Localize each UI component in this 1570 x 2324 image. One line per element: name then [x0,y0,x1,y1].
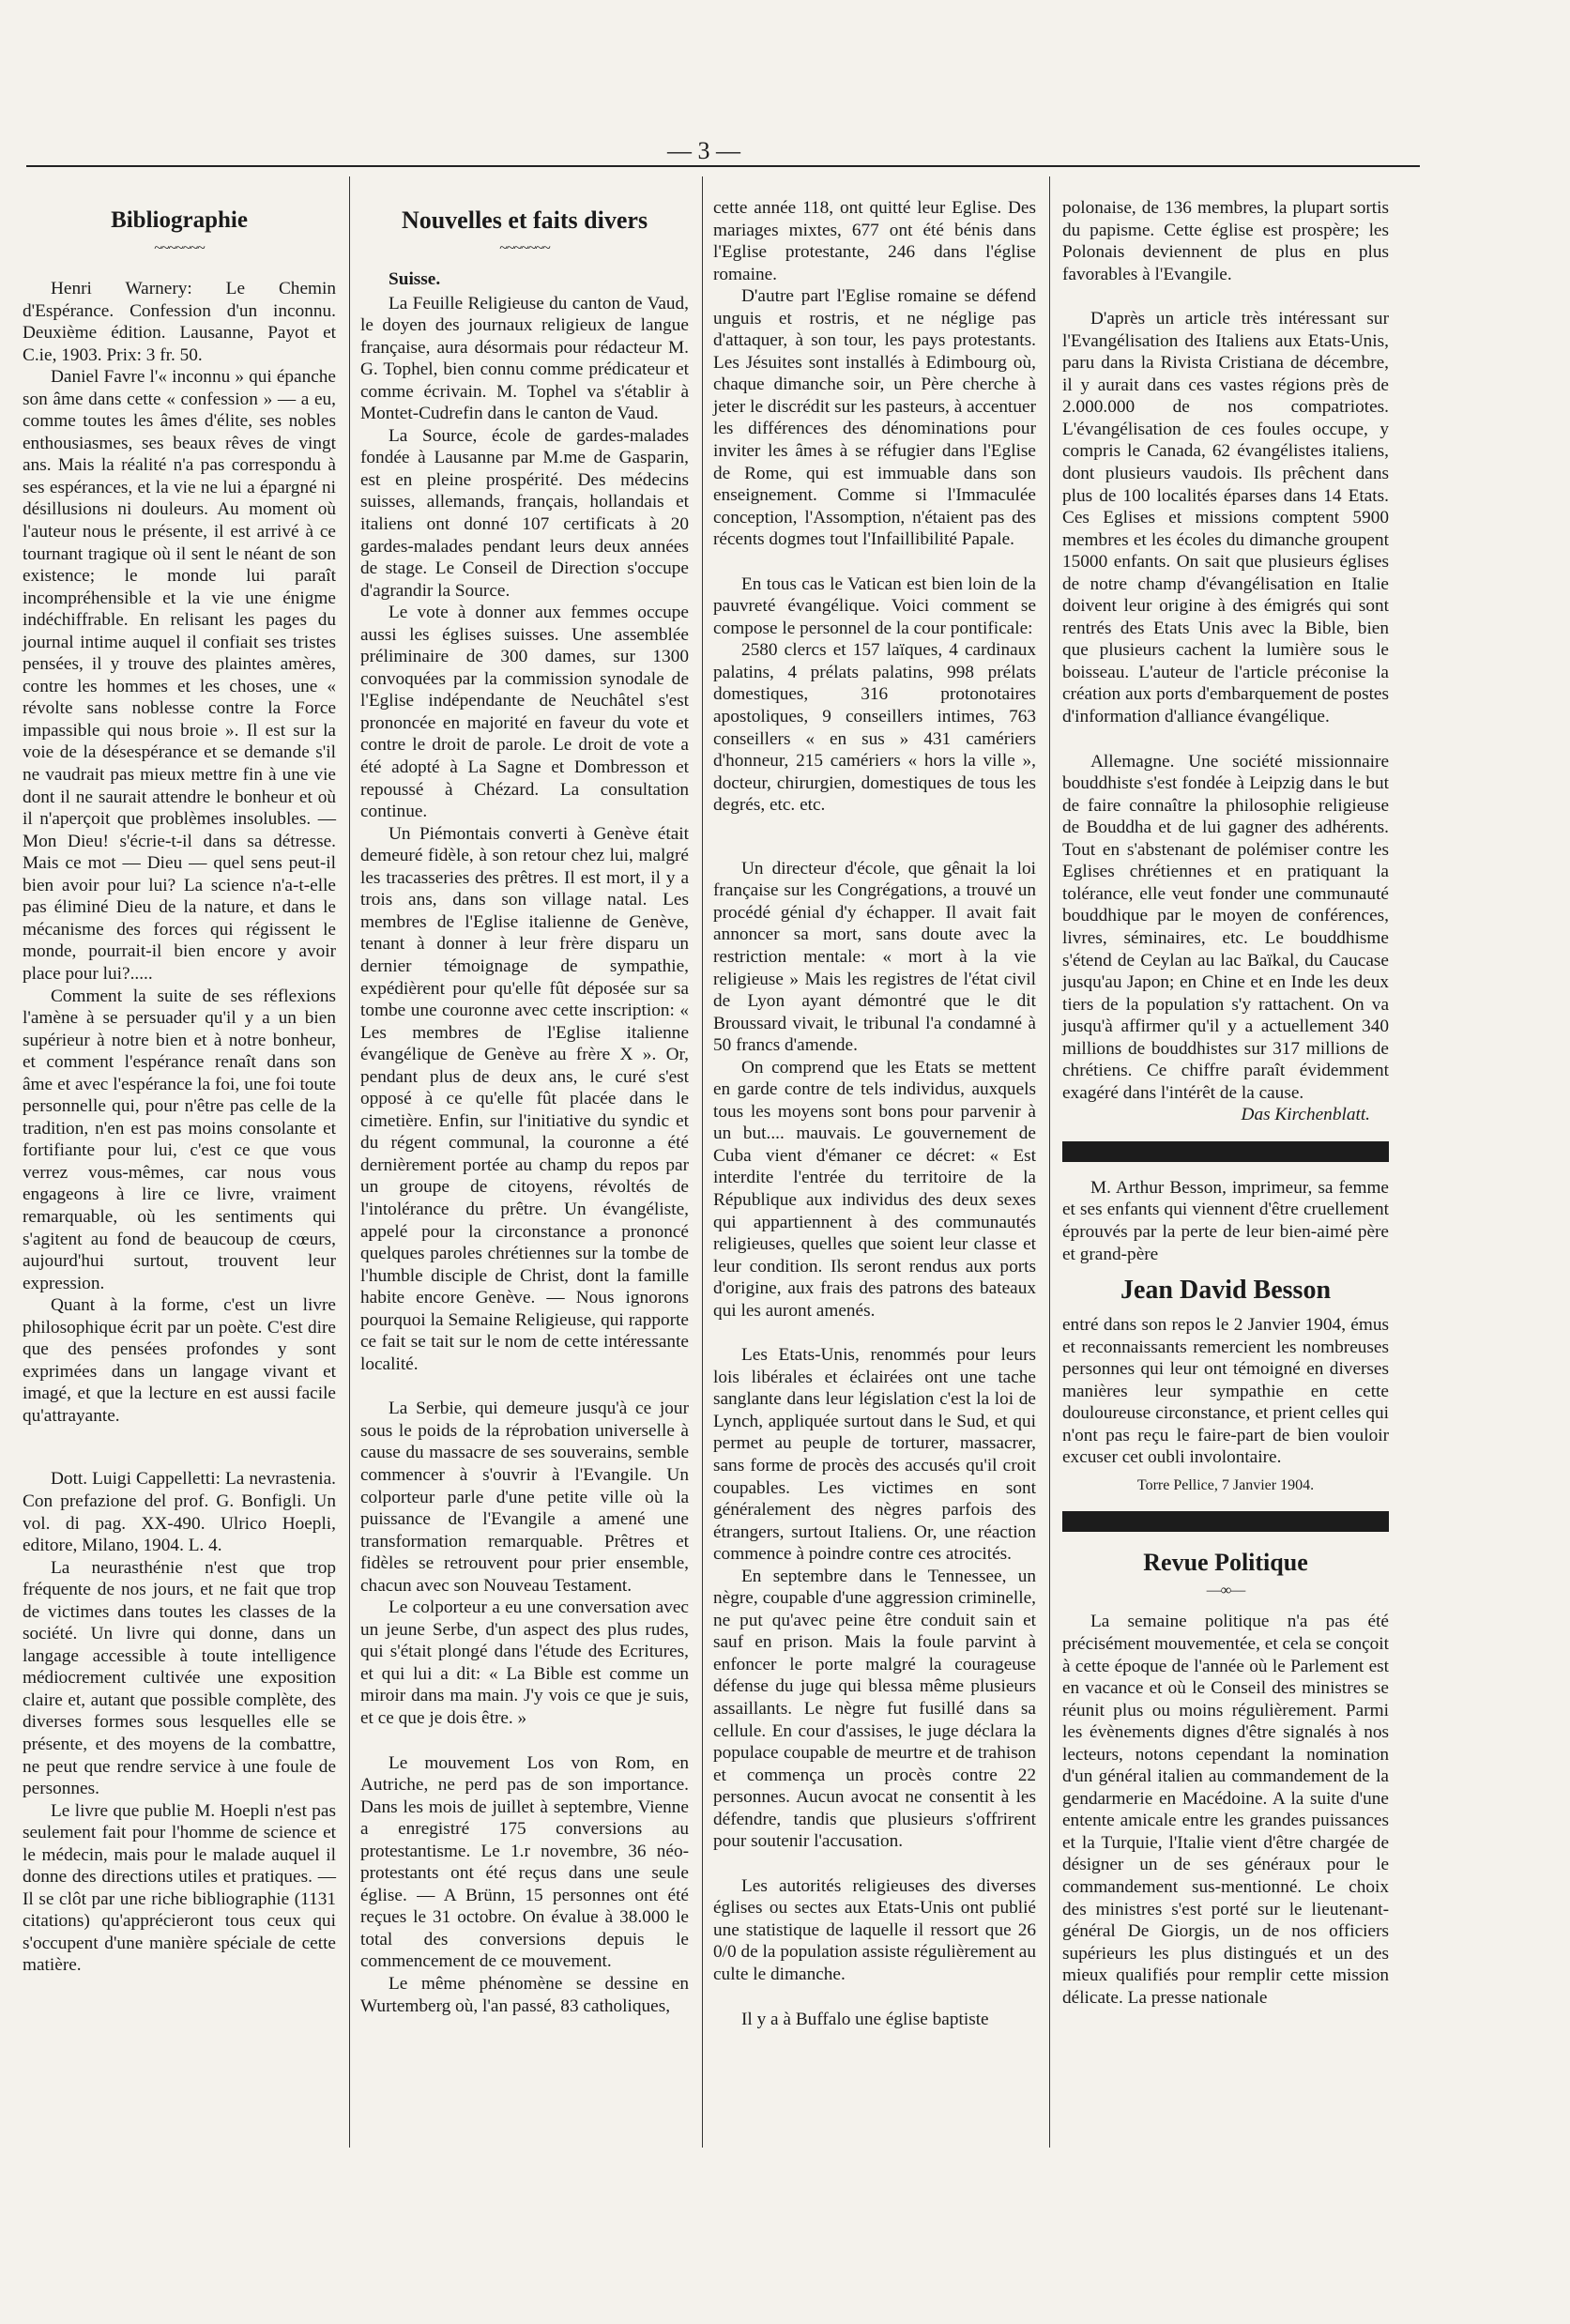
section-heading-bibliographie: Bibliographie [111,207,248,233]
paragraph: La neurasthénie n'est que trop fréquente de nos jours, et ne fait que trop de victimes dans toutes les classes de la société. Un livre qui donne, dans un langage accessible à toute intelligence médiocrement cultivée une exposition claire et, autant que possible complète, des diverses formes sous lesquelles elle se présente, et des moyens de la combattre, ne peut que rendre service à une foule de personnes. [23,1557,336,1799]
paragraph: Un directeur d'école, que gênait la loi française sur les Congrégations, a trouvé un procédé génial d'y échapper. Il avait fait annoncer sa mort, sans doute avec la restriction mentale: « mort à la vie religieuse » Mais les registres de l'état civil de Lyon ayant démontré que le dit Broussard vivait, le tribunal l'a condamné à 50 francs d'amende. [713,858,1036,1056]
paragraph: polonaise, de 136 membres, la plupart sortis du papisme. Cette église est prospère; les Polonais deviennent de plus en plus favorables à l'Evangile. [1062,198,1389,284]
obituary-text: M. Arthur Besson, imprimeur, sa femme et ses enfants qui viennent d'être cruellement éprouvés par la perte de leur bien-aimé père et grand-père [1062,1177,1389,1264]
section-heading-nouvelles: Nouvelles et faits divers [401,206,648,234]
paragraph: On comprend que les Etats se mettent en garde contre de tels individus, auxquels tous les moyens sont bons pour parvenir à un but.... mauvais. Le gouvernement de Cuba vient d'émaner ce décret: « Est interdite l'entrée du territoire de la République aux individus des deux sexes qui appartiennent à des communautés religieuses, quelles que soient leur classe et leur condition. Ils seront rendus aux ports d'origine, aux frais des patrons des bateaux qui les auront amenés. [713,1057,1036,1321]
column-bibliographie [23,193,336,1977]
obituary-name: Jean David Besson [1120,1276,1332,1306]
paragraph: Comment la suite de ses réflexions l'amène à se persuader qu'il y a un bien supérieur à notre bien et à notre bonheur, et comment l'espérance renaît dans son âme et avec l'espérance la foi, une foi toute personnelle qui, pour n'être pas celle de la tradition, n'en est pas moins consolante et fortifiante pour lui, c'est ce que vous verrez vous-mêmes, car nous vous engageons à lire ce livre, vraiment remarquable, où les sentiments qui s'agitent au fond de beaucoup de cœurs, aujourd'hui surtout, trouvent leur expression. [23,986,336,1293]
book-entry: Dott. Luigi Cappelletti: La nevrastenia. Con prefazione del prof. G. Bonfigli. Un vol. di pag. XX-490. Ulrico Hoepli, editore, Milano, 1904. L. 4. [23,1469,336,1556]
paragraph: Le mouvement Los von Rom, en Autriche, ne perd pas de son importance. Dans les mois de juillet à septembre, Vienne a enregistré 175 conversions au protestantisme. Le 1.r novembre, 36 néo-protestants ont été reçus dans une seule église. — A Brünn, 15 personnes ont été reçues le 31 octobre. On évalue à 38.000 le total des conversions depuis le commencement de ce mouvement. [360,1752,689,1972]
heading-ornament: —∞— [1206,1582,1245,1599]
signature: Das Kirchenblatt. [1241,1105,1370,1125]
paragraph: Le même phénomène se dessine en Wurtemberg où, l'an passé, 83 catholiques, [360,1974,689,2016]
column-rule-2 [702,176,703,2148]
paragraph: La semaine politique n'a pas été précisément mouvementée, et cela se conçoit à cette époque de l'année où le Parlement est en vacance et où le Conseil des ministres se réunit plus ou moins régulièrement. Parmi les évènements dignes d'être signalés à nos lecteurs, notons cependant la nomination d'un général italien au commandement de la gendarmerie en Macédoine. A la suite d'une entente amicale entre les grandes puissances et la Turquie, l'Italie vient d'être chargée de désigner un de ses généraux pour le commandement sus-mentionné. Le choix des ministres s'est porté sur le lieutenant-général De Giorgis, un de nos officiers supérieurs les plus distingués et un des mieux qualifiés pour remplir cette mission délicate. La presse nationale [1062,1612,1389,2008]
paragraph: La Serbie, qui demeure jusqu'à ce jour sous le poids de la réprobation universelle à cause du massacre de ses souverains, semble commencer à s'ouvrir à l'Evangile. Un colporteur parle d'une petite ville où la puissance de l'Evangile a amené une transformation remarquable. Prêtres et fidèles se retrouvent pour prier ensemble, chacun avec son Nouveau Testament. [360,1399,689,1596]
paragraph: Il y a à Buffalo une église baptiste [741,2009,989,2029]
obituary-text: entré dans son repos le 2 Janvier 1904, émus et reconnaissants remercient les nombreuses personnes qui leur ont témoigné en diverses manières leur sympathie en cette douloureuse circonstance, et prient celles qui n'ont pas reçu le faire-part de bien vouloir excuser cet oubli involontaire. [1062,1315,1389,1468]
paragraph: La Feuille Religieuse du canton de Vaud, le doyen des journaux religieux de langue française, aura désormais pour rédacteur M. G. Tophel, bien connu comme prédicateur et comme écrivain. M. Tophel va s'établir à Montet-Cudrefin dans le canton de Vaud. [360,293,689,424]
page-number: — 3 — [667,137,740,164]
paragraph: Allemagne. Une société missionnaire bouddhiste s'est fondée à Leipzig dans le but de faire connaître la philosophie religieuse de Bouddha et de lui gagner des adhérents. Tout en s'abstenant de polémiser contre les Eglises chrétiennes et en pratiquant la tolérance, elle veut fonder une communauté bouddhique par le moyen de conférences, livres, séminaires, etc. Le bouddhisme s'étend de Ceylan au lac Baïkal, du Caucase jusqu'au Japon; en Chine et en Inde les deux tiers de la population s'y rattachent. On va jusqu'à affirmer qu'il y a actuellement 340 millions de bouddhistes sur 317 millions de chrétiens. Ce chiffre paraît évidemment exagéré dans l'intérêt de la cause. [1062,751,1389,1103]
column-nouvelles [360,193,689,2017]
obituary-dateline: Torre Pellice, 7 Janvier 1904. [1136,1476,1315,1493]
heading-ornament: ~~~~~~~ [499,240,550,256]
paragraph: Quant à la forme, c'est un livre philosophique écrit par un poète. C'est dire que des pensées profondes y sont exprimées dans un langage vivant et imagé, et que la lecture en est aussi facile qu'attrayante. [23,1295,336,1426]
paragraph: Un Piémontais converti à Genève était demeuré fidèle, à son retour chez lui, malgré les tracasseries des prêtres. Il est mort, il y a trois ans, dans son village natal. Les membres de l'Eglise italienne de Genève, tenant à donner à leur frère disparu un dernier témoignage de sympathie, expédièrent pour qu'elle fût déposée sur sa tombe une couronne avec cette inscription: « Les membres de l'Eglise italienne évangélique de Genève au frère X ». Or, pendant plus de deux ans, le curé s'est opposé à ce qu'elle fût placée dans le cimetière. Enfin, sur l'initiative du syndic et du régent communal, la couronne a été dernièrement portée au champ du repos par un groupe de citoyens, révoltés de l'intolérance du prêtre. Un évangéliste, appelé pour la circonstance a prononcé quelques paroles chrétiennes sur la tombe de l'humble disciple de Christ, dont la famille habite encore Genève. — Nous ignorons pourquoi la Semaine Religieuse, qui rapporte ce fait se tait sur le nom de cette intéressante localité. [360,823,689,1374]
column-rule-1 [349,176,350,2148]
paragraph: Daniel Favre l'« inconnu » qui épanche son âme dans cette « confession » — a eu, comme toutes les âmes d'élite, ses nobles enthousiasmes, ses beaux rêves de vingt ans. Mais la réalité n'a pas correspondu à ses espérances, et la vie ne lui a épargné ni désillusions ni douleurs. Au moment où l'auteur nous le présente, il est arrivé à ce tournant tragique où il sent le néant de son existence; le monde lui paraît incompréhensible et la vie une énigme indéchiffrable. En relisant les pages du journal intime auquel il confiait ses tristes pensées, il y trouve des plaintes amères, contre les hommes et les choses, une « révolte sans noblesse contre la Force impassible qui nous broie ». Il est sur la voie de la désespérance et se demande s'il ne vaudrait pas mieux mettre fin à une vie dont il ne saurait attendre le bonheur et où il n'aperçoit que problèmes insolubles. — Mon Dieu! s'écrie-t-il dans sa détresse. Mais ce mot — Dieu — quel sens peut-il bien avoir pour lui? La science n'a-t-elle pas éliminé Dieu de la nature, et dans le mécanisme des forces qui régissent le monde, pourrait-il bien encore y avoir place pour lui?..... [23,367,336,984]
column-4 [1062,197,1389,2009]
subheading-suisse: Suisse. [389,269,441,289]
paragraph: Les Etats-Unis, renommés pour leurs lois libérales et éclairées ont une tache sanglante dans leur législation c'est la loi de Lynch, appliquée surtout dans le Sud, et qui permet au peuple de torturer, massacrer, sans forme de procès des accusés qu'il croit coupables. Les victimes en sont généralement des nègres parfois des étrangers, surtout Italiens. Or, une réaction commence à poindre contre ces atrocités. [713,1345,1036,1565]
paragraph: La Source, école de gardes-malades fondée à Lausanne par M.me de Gasparin, est en pleine prospérité. Des médecins suisses, allemands, français, hollandais et italiens ont donné 107 certificats à 20 gardes-malades pendant leurs deux années de stage. Le Conseil de Direction s'occupe d'agrandir la Source. [360,425,689,601]
paragraph: D'après un article très intéressant sur l'Evangélisation des Italiens aux Etats-Unis, paru dans la Rivista Cristiana de décembre, il y aurait dans ces vastes régions près de 2.000.000 de nos compatriotes. L'évangélisation de ces foules occupe, y compris le Canada, 62 évangélistes italiens, dont plusieurs vaudois. Ils prêchent dans plus de 100 localités éparses dans 14 Etats. Ces Eglises et missions comptent 5900 membres et les écoles du dimanche groupent 15000 enfants. On sait que plusieurs églises de notre champ d'évangélisation en Italie doivent leur origine à des émigrés qui sont rentrés des Etats Unis avec la Bible, bien que plusieurs cachent la lumière sous le boisseau. L'auteur de l'article préconise la création aux ports d'embarquement de postes d'information d'alliance évangélique. [1062,309,1389,727]
paragraph: cette année 118, ont quitté leur Eglise. Des mariages mixtes, 677 ont été bénis dans l'Eglise protestante, 246 dans l'église romaine. [713,198,1036,284]
column-3 [713,197,1036,2030]
paragraph: En septembre dans le Tennessee, un nègre, coupable d'une aggression criminelle, ne put qu'avec peine être conduit sain et sauf en prison. Mais la foule parvint à enfoncer le porte malgré la courageuse défense du juge qui blessa même plusieurs assaillants. Le nègre fut fusillé dans sa cellule. En cour d'assises, le juge déclara la populace coupable de meurtre et de trahison et commença un procès contre 22 personnes. Aucun avocat ne consentit à les défendre, tandis que plusieurs s'offrirent pour soutenir l'accusation. [713,1566,1036,1852]
paragraph: Le colporteur a eu une conversation avec un jeune Serbe, d'un aspect des plus rudes, qui s'était plongé dans l'étude des Ecritures, et qui lui a dit: « La Bible est comme un miroir dans ma main. J'y vois ce que je suis, et ce que je dois être. » [360,1598,689,1728]
section-heading-revue-politique: Revue Politique [1143,1549,1308,1577]
black-divider-bar [1062,1511,1389,1532]
paragraph: D'autre part l'Eglise romaine se défend unguis et rostris, et ne néglige pas d'attaquer, à son tour, les pays protestants. Les Jésuites sont installés à Edimbourg où, chaque dimanche soir, un Père cherche à jeter le discrédit sur les pasteurs, à accentuer les différences des dénominations pour inviter les âmes à se réfugier dans l'Eglise de Rome, qui est immuable dans son enseignement. Comme si l'Immaculée conception, l'Assomption, n'étaient pas des récents dogmes tout l'Infaillibilité Papale. [713,286,1036,550]
paragraph: Les autorités religieuses des diverses églises ou sectes aux Etats-Unis ont publié une statistique de laquelle il ressort que 26 0/0 de la population assiste régulièrement au culte le dimanche. [713,1875,1036,1985]
heading-ornament: ~~~~~~~ [154,240,205,256]
book-entry: Henri Warnery: Le Chemin d'Espérance. Confession d'un inconnu. Deuxième édition. Lausanne, Payot et C.ie, 1903. Prix: 3 fr. 50. [23,279,336,365]
paragraph: 2580 clercs et 157 laïques, 4 cardinaux palatins, 4 prélats palatins, 998 prélats domestiques, 316 protonotaires apostoliques, 9 conseillers intimes, 763 conseillers « en sus » 431 camériers d'honneur, 215 camériers « hors la ville », docteur, chirurgien, domestiques de tous les degrés, etc. etc. [713,640,1036,816]
black-divider-bar [1062,1141,1389,1162]
paragraph: Le vote à donner aux femmes occupe aussi les églises suisses. Une assemblée préliminaire de 300 dames, sur 1300 convoquées par la commission synodale de l'Eglise indépendante de Neuchâtel s'est prononcée en majorité en faveur du vote et contre le droit de parole. Le droit de vote a été adopté à La Sagne et Dombresson et repoussé à Chézard. La consultation continue. [360,603,689,822]
column-rule-3 [1049,176,1050,2148]
paragraph: Le livre que publie M. Hoepli n'est pas seulement fait pour l'homme de science et le médecin, mais pour le malade auquel il donne des directions utiles et pratiques. — Il se clôt par une riche bibliographie (1131 citations) qu'apprécieront tous ceux qui s'occupent d'une manière spéciale de cette matière. [23,1800,336,1976]
paragraph: En tous cas le Vatican est bien loin de la pauvreté évangélique. Voici comment se compose le personnel de la cour pontificale: [713,573,1036,638]
header-rule [26,165,1420,167]
